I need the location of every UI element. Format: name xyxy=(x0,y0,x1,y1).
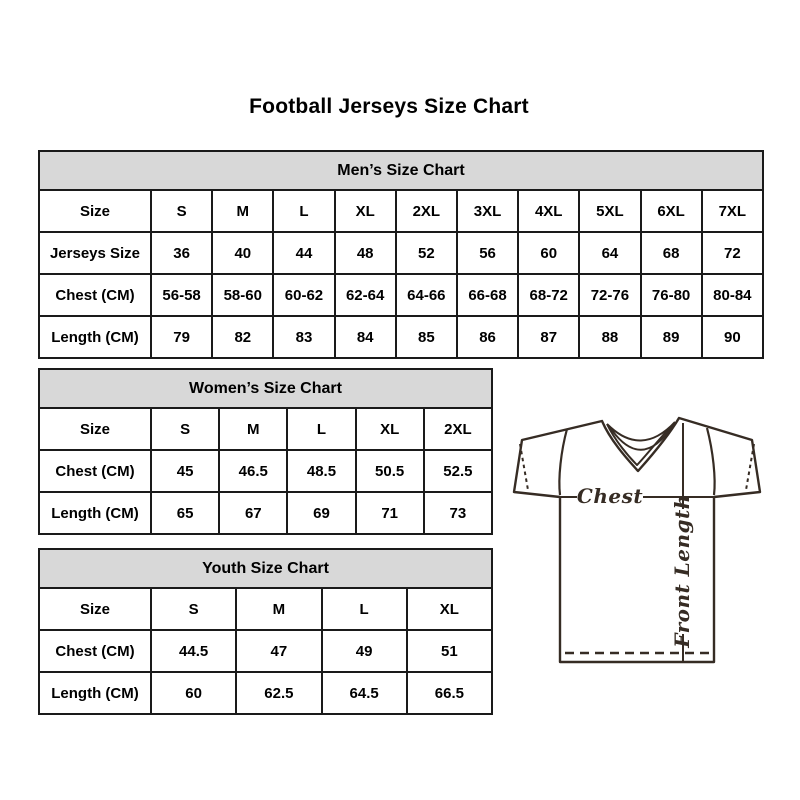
row-label: Chest (CM) xyxy=(39,450,151,492)
row-label: Length (CM) xyxy=(39,316,151,358)
cell-value: 68 xyxy=(641,232,702,274)
cell-value: 60 xyxy=(151,672,236,714)
table-row xyxy=(39,672,492,714)
cell-value: 69 xyxy=(287,492,355,534)
cell-value: 49 xyxy=(322,630,407,672)
column-header: 5XL xyxy=(579,190,640,232)
cell-value: 67 xyxy=(219,492,287,534)
womens-size-table xyxy=(38,368,493,535)
table-title: Youth Size Chart xyxy=(39,549,492,588)
column-header: L xyxy=(287,408,355,450)
column-header: S xyxy=(151,588,236,630)
column-header: XL xyxy=(356,408,424,450)
column-header: 2XL xyxy=(424,408,492,450)
cell-value: 64 xyxy=(579,232,640,274)
column-header: Size xyxy=(39,190,151,232)
cell-value: 76-80 xyxy=(641,274,702,316)
row-label: Jerseys Size xyxy=(39,232,151,274)
column-header: 6XL xyxy=(641,190,702,232)
column-header: M xyxy=(219,408,287,450)
column-header: 2XL xyxy=(396,190,457,232)
cell-value: 90 xyxy=(702,316,763,358)
cell-value: 44 xyxy=(273,232,334,274)
left-cuff-dashed-line xyxy=(520,444,528,490)
cell-value: 44.5 xyxy=(151,630,236,672)
cell-value: 60 xyxy=(518,232,579,274)
row-label: Chest (CM) xyxy=(39,274,151,316)
cell-value: 51 xyxy=(407,630,492,672)
table-row xyxy=(39,316,763,358)
table-row xyxy=(39,274,763,316)
cell-value: 52 xyxy=(396,232,457,274)
column-header: Size xyxy=(39,588,151,630)
cell-value: 47 xyxy=(236,630,321,672)
column-header: M xyxy=(212,190,273,232)
table-header-row xyxy=(39,408,492,450)
cell-value: 50.5 xyxy=(356,450,424,492)
cell-value: 58-60 xyxy=(212,274,273,316)
cell-value: 45 xyxy=(151,450,219,492)
cell-value: 46.5 xyxy=(219,450,287,492)
cell-value: 64-66 xyxy=(396,274,457,316)
table-header-row xyxy=(39,190,763,232)
cell-value: 89 xyxy=(641,316,702,358)
cell-value: 48 xyxy=(335,232,396,274)
cell-value: 36 xyxy=(151,232,212,274)
left-armhole-seam xyxy=(559,429,567,495)
cell-value: 48.5 xyxy=(287,450,355,492)
table-title: Women’s Size Chart xyxy=(39,369,492,408)
table-header-row xyxy=(39,588,492,630)
cell-value: 56 xyxy=(457,232,518,274)
table-row xyxy=(39,492,492,534)
chest-label: Chest xyxy=(576,484,644,508)
cell-value: 84 xyxy=(335,316,396,358)
column-header: 3XL xyxy=(457,190,518,232)
youth-size-table xyxy=(38,548,493,715)
jersey-outline xyxy=(514,418,760,662)
cell-value: 87 xyxy=(518,316,579,358)
table-title-row xyxy=(39,151,763,190)
right-armhole-seam xyxy=(707,428,715,495)
cell-value: 86 xyxy=(457,316,518,358)
cell-value: 62.5 xyxy=(236,672,321,714)
table-title: Men’s Size Chart xyxy=(39,151,763,190)
column-header: Size xyxy=(39,408,151,450)
page-title: Football Jerseys Size Chart xyxy=(249,95,529,118)
cell-value: 83 xyxy=(273,316,334,358)
cell-value: 88 xyxy=(579,316,640,358)
column-header: XL xyxy=(335,190,396,232)
column-header: 7XL xyxy=(702,190,763,232)
cell-value: 82 xyxy=(212,316,273,358)
cell-value: 71 xyxy=(356,492,424,534)
row-label: Chest (CM) xyxy=(39,630,151,672)
cell-value: 56-58 xyxy=(151,274,212,316)
row-label: Length (CM) xyxy=(39,672,151,714)
column-header: 4XL xyxy=(518,190,579,232)
table-title-row xyxy=(39,549,492,588)
column-header: XL xyxy=(407,588,492,630)
table-row xyxy=(39,630,492,672)
column-header: S xyxy=(151,408,219,450)
table-title-row xyxy=(39,369,492,408)
table-row xyxy=(39,232,763,274)
collar-inner-v xyxy=(607,422,675,465)
cell-value: 65 xyxy=(151,492,219,534)
jersey-measurement-diagram xyxy=(503,403,778,673)
cell-value: 64.5 xyxy=(322,672,407,714)
cell-value: 60-62 xyxy=(273,274,334,316)
row-label: Length (CM) xyxy=(39,492,151,534)
cell-value: 85 xyxy=(396,316,457,358)
cell-value: 68-72 xyxy=(518,274,579,316)
cell-value: 66.5 xyxy=(407,672,492,714)
cell-value: 80-84 xyxy=(702,274,763,316)
cell-value: 62-64 xyxy=(335,274,396,316)
cell-value: 66-68 xyxy=(457,274,518,316)
cell-value: 72 xyxy=(702,232,763,274)
cell-value: 79 xyxy=(151,316,212,358)
column-header: L xyxy=(322,588,407,630)
table-row xyxy=(39,450,492,492)
column-header: S xyxy=(151,190,212,232)
right-cuff-dashed-line xyxy=(746,444,754,490)
column-header: M xyxy=(236,588,321,630)
mens-size-table xyxy=(38,150,764,359)
cell-value: 73 xyxy=(424,492,492,534)
cell-value: 40 xyxy=(212,232,273,274)
front-length-label: Front Length xyxy=(670,494,694,648)
cell-value: 72-76 xyxy=(579,274,640,316)
column-header: L xyxy=(273,190,334,232)
cell-value: 52.5 xyxy=(424,450,492,492)
